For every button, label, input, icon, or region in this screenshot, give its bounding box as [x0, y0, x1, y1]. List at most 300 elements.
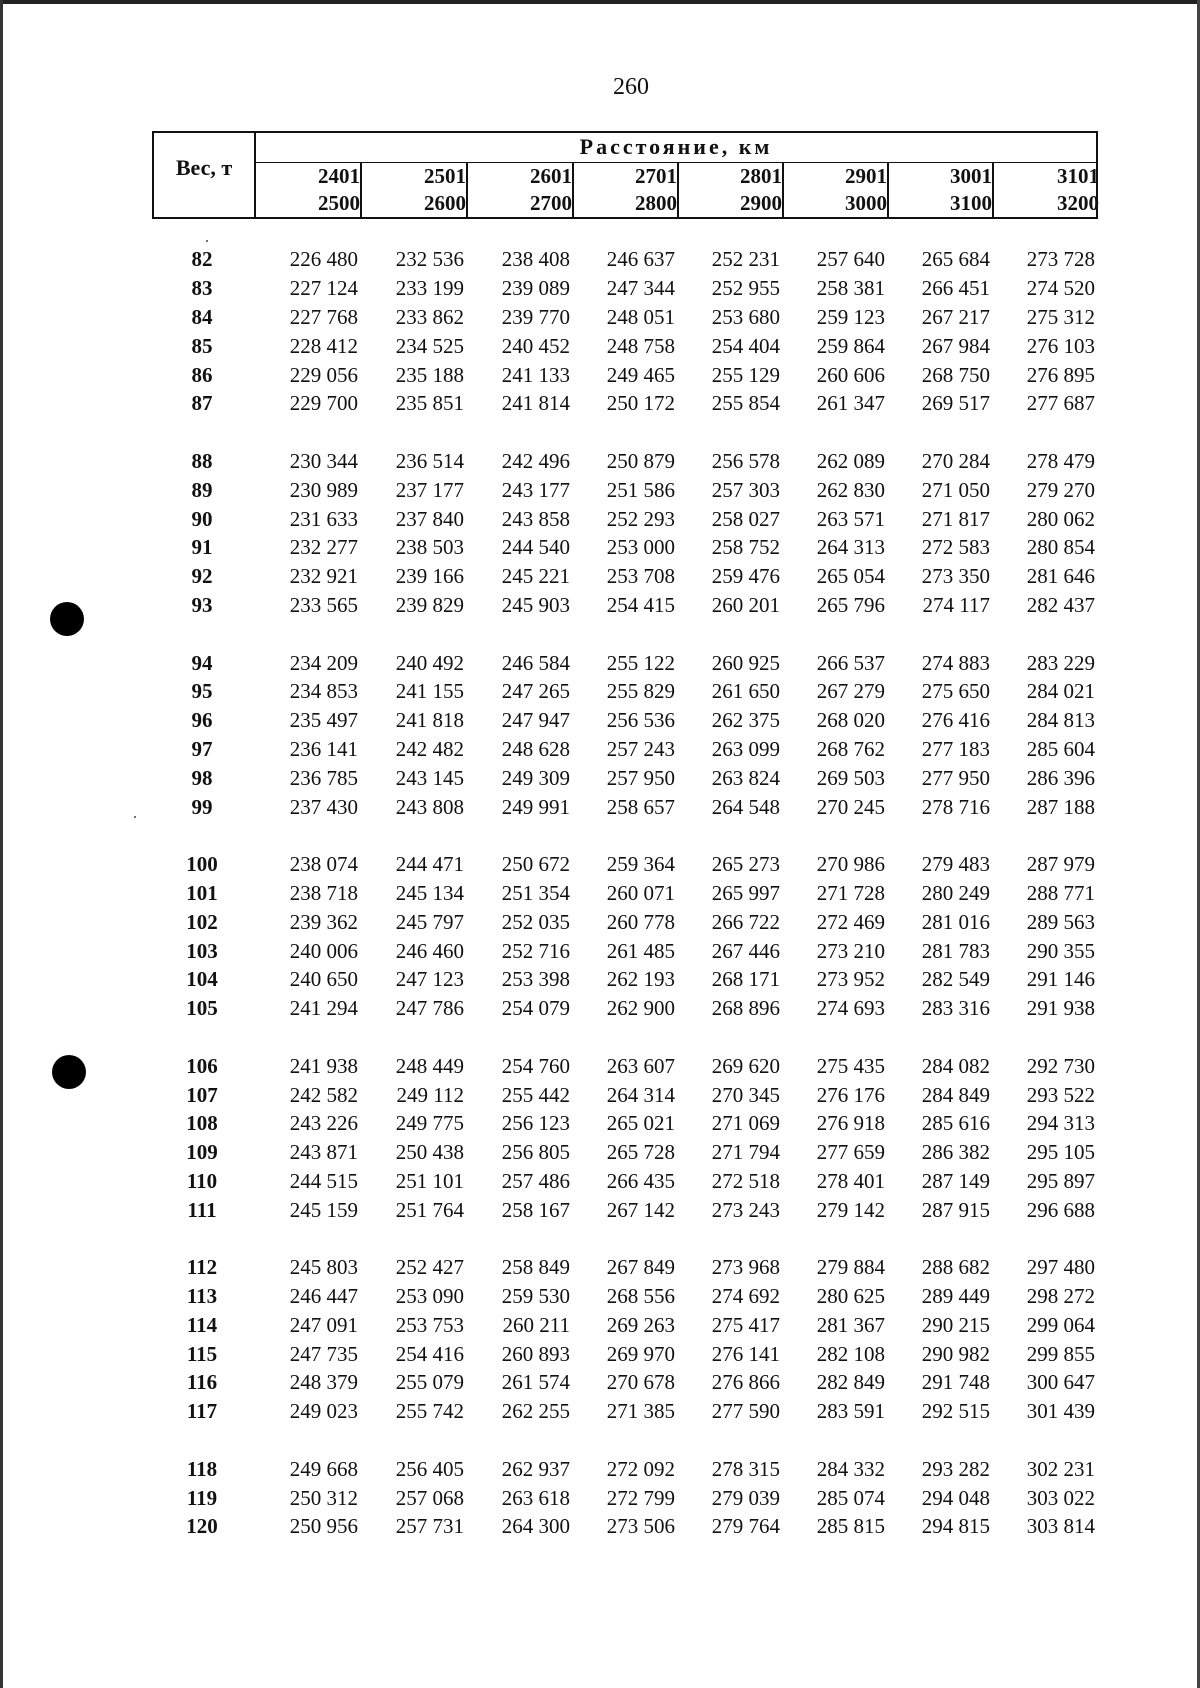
distance-range-header: [889, 163, 994, 217]
tariff-cell: 273 968: [711, 1255, 780, 1280]
tariff-cell: 261 485: [606, 938, 675, 963]
tariff-cell: 283 591: [816, 1399, 885, 1424]
group-spacer: [152, 619, 1095, 648]
tariff-cell: 240 452: [501, 333, 570, 358]
tariff-cell: 273 506: [606, 1514, 675, 1539]
tariff-cell: 280 625: [816, 1284, 885, 1309]
tariff-cell: 279 270: [1026, 477, 1095, 502]
tariff-cell: 294 313: [1026, 1111, 1095, 1136]
tariff-cell: 272 092: [606, 1456, 675, 1481]
tariff-cell: 238 074: [289, 852, 358, 877]
tariff-cell: 230 344: [289, 448, 358, 473]
weight-cell: 87: [191, 391, 213, 416]
tariff-cell: 284 021: [1026, 679, 1095, 704]
tariff-cell: 274 520: [1026, 276, 1095, 301]
tariff-cell: 266 537: [816, 650, 885, 675]
tariff-cell: 240 006: [289, 938, 358, 963]
tariff-cell: 256 578: [711, 448, 780, 473]
tariff-cell: 248 449: [395, 1053, 464, 1078]
tariff-cell: 271 794: [711, 1140, 780, 1165]
range-from: 2901: [845, 164, 887, 188]
tariff-cell: 287 979: [1026, 852, 1095, 877]
tariff-cell: 291 146: [1026, 967, 1095, 992]
tariff-cell: 260 893: [501, 1341, 570, 1366]
weight-cell: 93: [191, 592, 213, 617]
tariff-cell: 281 646: [1026, 564, 1095, 589]
tariff-cell: 269 970: [606, 1341, 675, 1366]
tariff-cell: 239 829: [395, 592, 464, 617]
tariff-cell: 244 471: [395, 852, 464, 877]
tariff-cell: 280 249: [921, 880, 990, 905]
tariff-cell: 268 750: [921, 362, 990, 387]
weight-cell: 88: [191, 448, 213, 473]
scan-speck: [134, 816, 136, 818]
tariff-cell: 249 112: [396, 1082, 464, 1107]
tariff-cell: 284 082: [921, 1053, 990, 1078]
tariff-cell: 298 272: [1026, 1284, 1095, 1309]
weight-cell: 99: [191, 794, 213, 819]
table-row: [152, 677, 1095, 706]
tariff-cell: 244 540: [501, 535, 570, 560]
tariff-cell: 263 618: [501, 1485, 570, 1510]
weight-cell: 89: [191, 477, 213, 502]
tariff-cell: 247 123: [395, 967, 464, 992]
tariff-cell: 228 412: [289, 333, 358, 358]
weight-cell: 115: [186, 1341, 218, 1366]
tariff-cell: 245 159: [289, 1197, 358, 1222]
tariff-cell: 249 023: [289, 1399, 358, 1424]
punch-hole: [50, 602, 84, 636]
tariff-cell: 264 300: [501, 1514, 570, 1539]
tariff-cell: 275 417: [711, 1312, 780, 1337]
range-to: 2800: [635, 191, 677, 215]
tariff-cell: 270 678: [606, 1370, 675, 1395]
tariff-cell: 249 465: [606, 362, 675, 387]
tariff-cell: 243 226: [289, 1111, 358, 1136]
weight-column-header: Вес, т: [175, 155, 233, 180]
tariff-cell: 263 571: [816, 506, 885, 531]
tariff-cell: 279 884: [816, 1255, 885, 1280]
table-row: [152, 1138, 1095, 1167]
tariff-cell: 241 814: [501, 391, 570, 416]
tariff-cell: 229 700: [289, 391, 358, 416]
tariff-cell: 231 633: [289, 506, 358, 531]
tariff-cell: 250 312: [289, 1485, 358, 1510]
tariff-cell: 276 918: [816, 1111, 885, 1136]
tariff-cell: 279 764: [711, 1514, 780, 1539]
tariff-cell: 274 117: [922, 592, 990, 617]
tariff-cell: 254 415: [606, 592, 675, 617]
tariff-cell: 227 124: [289, 276, 358, 301]
tariff-cell: 248 379: [289, 1370, 358, 1395]
tariff-cell: 290 982: [921, 1341, 990, 1366]
tariff-cell: 271 050: [921, 477, 990, 502]
distance-range-header: [994, 163, 1099, 217]
tariff-cell: 237 177: [395, 477, 464, 502]
tariff-cell: 283 316: [921, 996, 990, 1021]
tariff-cell: 238 718: [289, 880, 358, 905]
scan-speck: [206, 240, 208, 242]
table-row: [152, 1051, 1095, 1080]
weight-cell: 94: [191, 650, 213, 675]
range-to: 2900: [740, 191, 782, 215]
table-row: [152, 879, 1095, 908]
table-row: [152, 1195, 1095, 1224]
tariff-cell: 265 054: [816, 564, 885, 589]
weight-cell: 113: [186, 1284, 218, 1309]
tariff-cell: 299 064: [1026, 1312, 1095, 1337]
distance-range-header: [362, 163, 468, 217]
tariff-cell: 261 574: [501, 1370, 570, 1395]
weight-cell: 117: [186, 1399, 218, 1424]
page-number: 260: [613, 74, 649, 100]
tariff-cell: 233 862: [395, 304, 464, 329]
tariff-cell: 243 145: [395, 765, 464, 790]
tariff-cell: 273 952: [816, 967, 885, 992]
tariff-cell: 291 938: [1026, 996, 1095, 1021]
tariff-cell: 270 284: [921, 448, 990, 473]
range-to: 2600: [424, 191, 466, 215]
tariff-cell: 237 430: [289, 794, 358, 819]
tariff-cell: 250 879: [606, 448, 675, 473]
tariff-cell: 241 818: [395, 708, 464, 733]
range-from: 2801: [740, 164, 782, 188]
weight-cell: 110: [186, 1168, 218, 1193]
tariff-cell: 250 438: [395, 1140, 464, 1165]
weight-cell: 92: [191, 564, 213, 589]
tariff-cell: 242 482: [395, 736, 464, 761]
tariff-cell: 238 503: [395, 535, 464, 560]
tariff-cell: 234 853: [289, 679, 358, 704]
tariff-cell: 268 556: [606, 1284, 675, 1309]
tariff-cell: 266 451: [921, 276, 990, 301]
tariff-cell: 295 897: [1026, 1168, 1095, 1193]
tariff-cell: 247 091: [289, 1312, 358, 1337]
tariff-cell: 262 255: [501, 1399, 570, 1424]
tariff-cell: 276 141: [711, 1341, 780, 1366]
tariff-cell: 260 925: [711, 650, 780, 675]
table-row: [152, 331, 1095, 360]
tariff-cell: 241 294: [289, 996, 358, 1021]
table-row: [152, 303, 1095, 332]
weight-cell: 86: [191, 362, 213, 387]
tariff-cell: 246 447: [289, 1284, 358, 1309]
distance-header: Расстояние, км: [579, 134, 773, 159]
tariff-cell: 254 079: [501, 996, 570, 1021]
tariff-cell: 303 814: [1026, 1514, 1095, 1539]
tariff-cell: 265 796: [816, 592, 885, 617]
tariff-cell: 245 221: [501, 564, 570, 589]
tariff-cell: 303 022: [1026, 1485, 1095, 1510]
weight-cell: 97: [191, 736, 213, 761]
tariff-cell: 284 332: [816, 1456, 885, 1481]
tariff-cell: 267 217: [921, 304, 990, 329]
tariff-cell: 276 176: [816, 1082, 885, 1107]
weight-cell: 116: [186, 1370, 218, 1395]
tariff-cell: 267 279: [816, 679, 885, 704]
tariff-cell: 253 000: [606, 535, 675, 560]
table-row: [152, 1109, 1095, 1138]
tariff-cell: 263 824: [711, 765, 780, 790]
tariff-cell: 285 815: [816, 1514, 885, 1539]
weight-cell: 90: [191, 506, 213, 531]
tariff-cell: 269 503: [816, 765, 885, 790]
tariff-cell: 236 514: [395, 448, 464, 473]
group-spacer: [152, 1426, 1095, 1455]
tariff-cell: 268 762: [816, 736, 885, 761]
tariff-cell: 253 398: [501, 967, 570, 992]
tariff-cell: 302 231: [1026, 1456, 1095, 1481]
weight-cell: 100: [186, 852, 218, 877]
weight-cell: 101: [186, 880, 218, 905]
tariff-cell: 235 497: [289, 708, 358, 733]
tariff-cell: 243 871: [289, 1140, 358, 1165]
range-to: 3200: [1057, 191, 1099, 215]
tariff-cell: 245 803: [289, 1255, 358, 1280]
tariff-cell: 285 604: [1026, 736, 1095, 761]
tariff-cell: 274 693: [816, 996, 885, 1021]
tariff-cell: 289 563: [1026, 909, 1095, 934]
tariff-cell: 285 616: [921, 1111, 990, 1136]
tariff-cell: 248 758: [606, 333, 675, 358]
range-from: 2601: [530, 164, 572, 188]
tariff-cell: 291 748: [921, 1370, 990, 1395]
tariff-cell: 232 921: [289, 564, 358, 589]
tariff-cell: 256 405: [395, 1456, 464, 1481]
tariff-cell: 236 785: [289, 765, 358, 790]
tariff-cell: 255 129: [711, 362, 780, 387]
table-row: [152, 274, 1095, 303]
tariff-cell: 269 263: [606, 1312, 675, 1337]
tariff-cell: 267 849: [606, 1255, 675, 1280]
tariff-cell: 273 728: [1026, 247, 1095, 272]
punch-hole: [52, 1055, 86, 1089]
tariff-cell: 255 122: [606, 650, 675, 675]
tariff-cell: 258 657: [606, 794, 675, 819]
tariff-cell: 275 435: [816, 1053, 885, 1078]
tariff-cell: 246 637: [606, 247, 675, 272]
range-from: 2701: [635, 164, 677, 188]
table-row: [152, 591, 1095, 620]
tariff-cell: 281 367: [816, 1312, 885, 1337]
tariff-cell: 265 684: [921, 247, 990, 272]
tariff-cell: 256 536: [606, 708, 675, 733]
weight-cell: 103: [186, 938, 218, 963]
tariff-cell: 255 854: [711, 391, 780, 416]
tariff-cell: 278 401: [816, 1168, 885, 1193]
tariff-cell: 283 229: [1026, 650, 1095, 675]
weight-cell: 105: [186, 996, 218, 1021]
tariff-cell: 226 480: [289, 247, 358, 272]
tariff-cell: 245 134: [395, 880, 464, 905]
tariff-cell: 293 522: [1026, 1082, 1095, 1107]
tariff-cell: 251 354: [501, 880, 570, 905]
table-row: [152, 562, 1095, 591]
tariff-cell: 264 313: [816, 535, 885, 560]
tariff-cell: 288 771: [1026, 880, 1095, 905]
tariff-cell: 227 768: [289, 304, 358, 329]
tariff-cell: 260 211: [502, 1312, 570, 1337]
table-row: [152, 907, 1095, 936]
tariff-cell: 253 090: [395, 1284, 464, 1309]
tariff-cell: 258 381: [816, 276, 885, 301]
table-row: [152, 1454, 1095, 1483]
tariff-cell: 243 858: [501, 506, 570, 531]
range-to: 2700: [530, 191, 572, 215]
tariff-cell: 241 155: [395, 679, 464, 704]
tariff-cell: 262 193: [606, 967, 675, 992]
weight-cell: 82: [191, 247, 213, 272]
tariff-cell: 267 446: [711, 938, 780, 963]
group-spacer: [152, 418, 1095, 447]
range-from: 3101: [1057, 164, 1099, 188]
table-row: [152, 1483, 1095, 1512]
tariff-cell: 243 177: [501, 477, 570, 502]
tariff-cell: 234 209: [289, 650, 358, 675]
tariff-cell: 287 915: [921, 1197, 990, 1222]
tariff-cell: 267 984: [921, 333, 990, 358]
tariff-cell: 245 903: [501, 592, 570, 617]
weight-cell: 114: [186, 1312, 218, 1337]
tariff-cell: 241 133: [501, 362, 570, 387]
tariff-cell: 250 956: [289, 1514, 358, 1539]
tariff-cell: 290 215: [921, 1312, 990, 1337]
tariff-cell: 262 375: [711, 708, 780, 733]
tariff-cell: 256 805: [501, 1140, 570, 1165]
tariff-cell: 261 347: [816, 391, 885, 416]
range-from: 3001: [950, 164, 992, 188]
weight-cell: 106: [186, 1053, 218, 1078]
tariff-cell: 255 442: [501, 1082, 570, 1107]
tariff-cell: 259 364: [606, 852, 675, 877]
tariff-cell: 240 650: [289, 967, 358, 992]
tariff-cell: 251 101: [395, 1168, 464, 1193]
tariff-cell: 259 476: [711, 564, 780, 589]
table-row: [152, 735, 1095, 764]
weight-cell: 109: [186, 1140, 218, 1165]
tariff-cell: 236 141: [289, 736, 358, 761]
distance-range-header: [784, 163, 889, 217]
tariff-cell: 251 586: [606, 477, 675, 502]
tariff-cell: 251 764: [395, 1197, 464, 1222]
tariff-cell: 254 404: [711, 333, 780, 358]
weight-cell: 98: [191, 765, 213, 790]
tariff-cell: 262 089: [816, 448, 885, 473]
tariff-cell: 280 854: [1026, 535, 1095, 560]
tariff-cell: 263 099: [711, 736, 780, 761]
tariff-cell: 292 730: [1026, 1053, 1095, 1078]
table-row: [152, 1167, 1095, 1196]
tariff-cell: 238 408: [501, 247, 570, 272]
tariff-cell: 267 142: [606, 1197, 675, 1222]
range-from: 2401: [318, 164, 360, 188]
tariff-cell: 253 753: [395, 1312, 464, 1337]
table-row: [152, 994, 1095, 1023]
scan-frame-left: [0, 0, 3, 1688]
tariff-cell: 249 668: [289, 1456, 358, 1481]
tariff-cell: 242 582: [289, 1082, 358, 1107]
tariff-cell: 287 149: [921, 1168, 990, 1193]
distance-range-header: [256, 163, 362, 217]
tariff-cell: 252 035: [501, 909, 570, 934]
tariff-cell: 286 382: [921, 1140, 990, 1165]
tariff-cell: 272 518: [711, 1168, 780, 1193]
tariff-cell: 249 309: [501, 765, 570, 790]
tariff-cell: 284 849: [921, 1082, 990, 1107]
tariff-cell: 259 864: [816, 333, 885, 358]
tariff-cell: 273 243: [711, 1197, 780, 1222]
table-row: [152, 706, 1095, 735]
tariff-cell: 268 020: [816, 708, 885, 733]
tariff-cell: 230 989: [289, 477, 358, 502]
weight-cell: 96: [191, 708, 213, 733]
weight-cell: 108: [186, 1111, 218, 1136]
tariff-cell: 265 273: [711, 852, 780, 877]
tariff-cell: 271 817: [921, 506, 990, 531]
tariff-cell: 246 460: [395, 938, 464, 963]
tariff-cell: 239 089: [501, 276, 570, 301]
scan-frame-top: [0, 0, 1200, 4]
tariff-cell: 279 039: [711, 1485, 780, 1510]
tariff-cell: 284 813: [1026, 708, 1095, 733]
tariff-cell: 268 171: [711, 967, 780, 992]
tariff-cell: 241 938: [289, 1053, 358, 1078]
weight-cell: 85: [191, 333, 213, 358]
weight-cell: 104: [186, 967, 218, 992]
tariff-cell: 274 883: [921, 650, 990, 675]
range-to: 3000: [845, 191, 887, 215]
tariff-cell: 255 742: [395, 1399, 464, 1424]
tariff-cell: 279 483: [921, 852, 990, 877]
weight-cell: 112: [186, 1255, 218, 1280]
tariff-cell: 276 103: [1026, 333, 1095, 358]
table-row: [152, 1253, 1095, 1282]
tariff-cell: 276 866: [711, 1370, 780, 1395]
tariff-cell: 247 786: [395, 996, 464, 1021]
distance-range-header: [574, 163, 679, 217]
tariff-table: [152, 245, 1095, 1541]
tariff-cell: 258 167: [501, 1197, 570, 1222]
tariff-cell: 259 530: [501, 1284, 570, 1309]
tariff-cell: 247 265: [501, 679, 570, 704]
tariff-cell: 269 620: [711, 1053, 780, 1078]
tariff-cell: 257 640: [816, 247, 885, 272]
tariff-cell: 235 851: [395, 391, 464, 416]
tariff-cell: 270 245: [816, 794, 885, 819]
tariff-cell: 252 955: [711, 276, 780, 301]
tariff-cell: 278 315: [711, 1456, 780, 1481]
tariff-cell: 260 071: [606, 880, 675, 905]
weight-cell: 84: [191, 304, 213, 329]
tariff-cell: 270 345: [711, 1082, 780, 1107]
tariff-cell: 252 716: [501, 938, 570, 963]
tariff-cell: 252 427: [395, 1255, 464, 1280]
tariff-cell: 279 142: [816, 1197, 885, 1222]
tariff-cell: 271 728: [816, 880, 885, 905]
tariff-cell: 260 778: [606, 909, 675, 934]
tariff-cell: 239 166: [395, 564, 464, 589]
tariff-cell: 293 282: [921, 1456, 990, 1481]
group-spacer: [152, 1224, 1095, 1253]
weight-cell: 119: [186, 1485, 218, 1510]
tariff-cell: 252 231: [711, 247, 780, 272]
tariff-cell: 248 628: [501, 736, 570, 761]
group-spacer: [152, 821, 1095, 850]
range-to: 3100: [950, 191, 992, 215]
table-row: [152, 936, 1095, 965]
table-row: [152, 1282, 1095, 1311]
tariff-cell: 262 900: [606, 996, 675, 1021]
